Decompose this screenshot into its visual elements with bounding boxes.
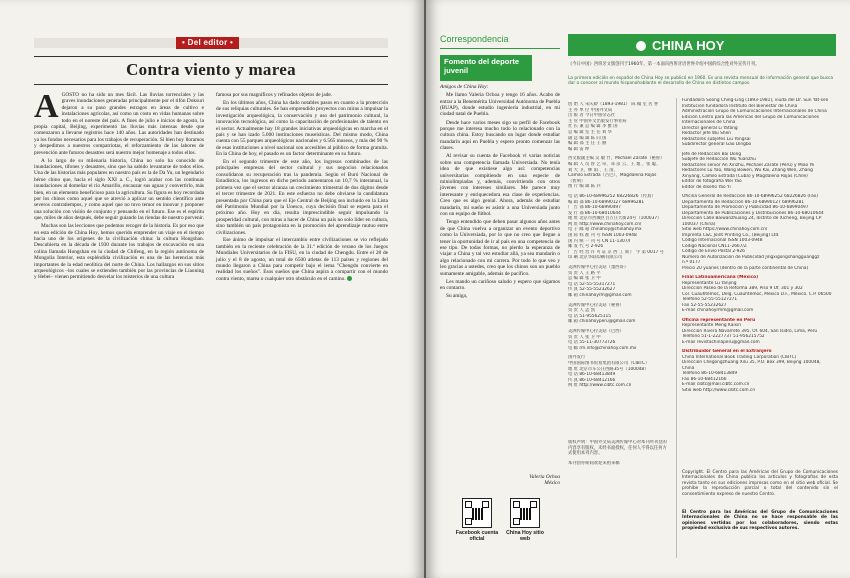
credit-line: 电 子 邮 箱 chinahoy@chinahoy.mx [568, 227, 642, 233]
credit-line: 副 总 编 辑 陈 向 国 [568, 135, 607, 141]
credit-line: 电 话 51-955625115 [568, 313, 611, 319]
credit-line: China International Book Trading Corporation (CIBTC) [682, 354, 797, 360]
credit-line: Teléfono 86-10-68413849 [682, 371, 738, 376]
credit-line: 国外发行 [568, 355, 586, 361]
credit-line: 创 始 人 宋庆龄（1893-1981） 陈 翰 笙 名 誉 [568, 102, 659, 107]
credit-line: 网 址 http://www.cibtc.com.cn [568, 383, 632, 389]
credit-line: Teléfono 52-55-55127271 [682, 297, 738, 302]
masthead-intro-spanish: La primera edición en español de China Hoy se publicó en 1960. Es una revista mensual de información general que busca dar a conocer al mundo hispanohablante el desarrollo de China en distintos campos. [568, 76, 833, 87]
masthead-intro-chinese: 《今日中国》西班牙文版创刊于1960年，第一本面向西班牙语世界介绍中国的综合性对外宣传月刊。 [568, 62, 760, 67]
letter-closing: Su amiga, [446, 293, 468, 300]
credit-line: Imprenta C&C Joint Printing Co., (Beijing) Ltd. [682, 232, 780, 238]
credit-line: n.º 0177 [682, 260, 701, 265]
credit-line: Dirección Rivera Navarrete 395, Of. 604, San Isidro, Lima, Perú [682, 328, 818, 334]
chinese-submission-note: 本刊创办期间欢迎来函来稿 [568, 460, 620, 466]
paragraph: Muchas son las lecciones que podemos recoger de la historia. Es por eso que en esta edición de China Hoy, hemos querido emprender un viaje en el tiempo hacia uno de los orígenes de la civilización china: la cultura Hongshan. Descubierta en la década de 1930 durante los trabajos de excavación en una colina llamada Hongshan en la ciudad de Chifeng, en la región autónoma de Mongolia Interior, esta espléndida civilización es una de las herencias más importantes de la edad neolítica del norte de China. Los hallazgos en sus sitios arqueológicos –los cuales se extienden también por las provincias de Liaoning y Hebei– vienen permitiendo desvelar los misterios de una cultura [34, 223, 204, 281]
paragraph: famosa por sus magníficos y refinados objetos de jade. [216, 92, 333, 98]
credit-line: 地 址 北京市车公庄西路35号（100048） [568, 366, 649, 372]
credit-line: 美洲传媒中心拉美站（墨西哥） [568, 265, 629, 271]
credit-line: 负 责 人 张 卫 中 [568, 334, 601, 340]
credit-line: 负 责 人 孟 凯 [568, 308, 595, 314]
correspondence-page [426, 0, 850, 578]
credit-line: Camilo Estrada（古巴）、Magdalena Rojas [568, 173, 657, 179]
credit-line: 负 责 人 王 路 平 [568, 270, 601, 276]
editorial-column-2 [216, 92, 388, 284]
credit-line: China [682, 365, 695, 371]
signature-place: México [544, 480, 560, 487]
credit-line: E-mail revistachinaperu@gmail.com [682, 339, 760, 345]
paragraph-text: Ese ánimo de impulsar el intercambio entre civilizaciones se vio reflejado también en la reciente celebración de la 31.ª edición de verano de los Juegos Mundiales Universitarios de la FISU, en la ciudad de Chengdu. Entre el 28 de julio y el 8 de agosto, un total de 6500 atletas de 113 países y regiones del mundo llegaron a China para competir bajo el lema "Chengdu convierte en realidad los sueños". Esos sueños que China aspira a compartir con el mundo contra viento, marea o cualquier otro obstáculo en el camino. [216, 237, 388, 282]
credit-line: Administración Grupo de Comunicaciones Internacionales de China [682, 109, 827, 114]
credit-line: Precio 20 yuanes (dentro de la parte continental de China) [682, 265, 809, 271]
credit-line: Internacionales de China [682, 120, 736, 125]
paragraph-text: GOSTO no ha sido un mes fácil. Las lluvias torrenciales y las graves inundaciones generadas principalmente por el tifón Doksuri dejaron a su paso grandes estragos en áreas de cultivo e instalaciones agrícolas, así como un costo en vidas humanas sobre todo en el noreste del país. A fines de julio e inicios de agosto, la propia capital, Beijing, experimentó las lluvias más intensas desde que comenzaron a llevarse registros hace 140 años. Las autoridades han destinado ya los fondos necesarios para los trabajos de recuperación. Si bien hoy lloramos y despedimos a nuestros compatriotas, el reforzamiento de las labores de prevención ante futuros desastres será nuestro mejor homenaje a todos ellos. [34, 92, 204, 156]
credit-line: Código Nacional CN11-2667/Z [682, 243, 747, 249]
section-label: Correspondencia [440, 34, 509, 44]
headline-top-rule [34, 56, 388, 57]
credit-line: Dirección Paseo de la Reforma 389, Piso 9 Of. 301 y 302 [682, 286, 803, 291]
credit-line: Departamento de Promoción y Publicidad 86-10-68990497 [682, 205, 809, 210]
credit-line: 社 长 兼 总 编 辑 李 雅 国 [568, 124, 618, 130]
letter-paragraph: Tengo entendido que deben pasar algunos años antes de que China vuelva a organizar un evento deportivo como la Universiada, por lo que no creo que llegue a tener la oportunidad de ir al país en una competencia de ese tipo. De todas formas, no pierdo la esperanza de viajar a China y tal vez estudiar allá, ya sea mandarín o algo relacionado con mi carrera. Por todo lo que veo y leo gracias a ustedes, creo que los chinos son un pueblo sumamente amigable, además de pacífico. [440, 219, 560, 277]
credit-heading: Filial Latinoamericana (México) [682, 275, 759, 280]
credit-line: 电 话 86-10-68996252 68226826（传真） [568, 193, 656, 199]
letter-signature [440, 474, 560, 487]
credit-line: 编 辑 部 86-10-68990127 68996281 [568, 199, 645, 205]
credit-line: 主 管 中国外文出版发行事业局 [568, 118, 627, 124]
credit-line: 印 刷 北京华联印刷有限公司 [568, 255, 623, 261]
credit-line: 电 话 86-10-68413849 [568, 372, 616, 378]
paragraph [216, 237, 388, 282]
credit-line: Col. Cuauhtémoc, Delg. Cuauhtémoc, México D.F., México. C.P. 06500 [682, 291, 832, 297]
letter-greeting: Amigos de China Hoy: [440, 84, 489, 90]
credit-line: 电 话 52-55-55317271 [568, 281, 616, 287]
credit-line: Fax 86-10-68412166 [682, 376, 727, 382]
letter-paragraph: Al revisar su cuenta de Facebook vi varias noticias sobre una competencia llamada Universiada. No tenía idea de que existiese algo así: competencias universitarias compitiendo en una especie de miniolimpiadas y, además, convirtiendo con otros jóvenes con intereses similares. Me parece muy interesante y enriquecedora esa clase de experiencias. Creo que es algo genial. Ahora, además de estudiar mandarín, mi sueño es asistir a una Universiada junto con un equipo de fútbol. [440, 153, 560, 218]
credit-line: 编 辑 雷 坤 [568, 146, 590, 152]
letter-paragraph: Les mando un cariñoso saludo y espero que sigamos en contacto. [440, 278, 560, 292]
credit-line: 网 址 http://www.chinahoy.com.cn/ [568, 221, 642, 227]
chinese-credits-column [568, 102, 668, 389]
credit-line: Institución fundadora Instituto del Bienestar de China [682, 103, 798, 109]
end-mark-icon [347, 276, 352, 281]
credit-line: 广 告 经 营 许 可 证 京 西 工 商 广 字 第 0017 号 [568, 249, 664, 255]
facebook-qr-caption: Facebook cuenta oficial [455, 530, 499, 542]
credit-line: Director general Li Yafang [682, 125, 738, 131]
letter-paragraph: Desde hace varios meses sigo su perfil de Facebook porque me interesa mucho todo lo relacionado con la cultura china. Estoy buscando un lugar donde estudiar mandarín aquí en Puebla y espero pronto comenzar las clases. [440, 119, 560, 152]
section-rule [440, 48, 560, 49]
credit-line: 电 话 55-11-30773726 [568, 340, 616, 346]
letter-title-box: Fomento del deporte juvenil [440, 55, 532, 81]
credit-line: 电 邮 rm.info@chinahoy.com.mx [568, 345, 637, 351]
credit-line: 编 辑 部 主 任 王 丽 [568, 141, 607, 147]
paragraph: En los últimos años, China ha dado notables pasos en cuanto a la protección de sus reliquias culturales. Se han emprendido proyectos con miras a impulsar la investigación arqueológica, la conservación y uso del patrimonio cultural, la innovación tecnológica, así como la capacitación de profesionales de talento en el sector. Actualmente hay 18 grandes iniciativas arqueológicas en marcha en el país y se han izado 5.000 instituciones museísticas. Del mismo modo, China cuenta con 55 parques arqueológicos nacionales y 6.565 museos, y más del 90 % de esas instituciones a nivel nacional son accesibles al público de forma gratuita. En la China de hoy, el pasado es un factor determinante en su futuro. [216, 99, 388, 158]
signature-name: Valeria Ochoa [529, 474, 560, 480]
credit-line: Subjefe de Redacción Wu Yuanzhu [682, 157, 756, 162]
credit-heading: Oficina representante en Perú [682, 317, 756, 323]
paragraph [34, 88, 204, 156]
credit-line: Departamento de Redacción 86-10-68990127 68996281 [682, 199, 804, 205]
credit-line: Dirección Calle Baiwanzhuang 24, distrito de Xicheng, Beijing CP [682, 216, 822, 221]
credit-line: 邮 箱 chinahoyrm@gmail.com [568, 293, 632, 298]
credit-line: 邮 发 代 号 2-926 [568, 244, 604, 250]
chinese-copyright-note: 版权声明：中国外文局美洲传媒中心对本刊所刊登的内容享有版权，未经书面授权，任何人不得以任何方式使用本刊内容。 [568, 440, 667, 457]
credit-line: Código Internacional ISSN 1003-0948 [682, 238, 763, 243]
paragraph: A lo largo de su milenaria historia, China no solo ha conocido de inundaciones, tifones y desastres, sino que ha sabido levantarse de todos ellos. Una de las historias más populares en nuestro país es la de Da Yu, un legendario héroe chino que, hacia el siglo XXI a. C., logró acabar con las continuas inundaciones al domeñar el río Amarillo, encauzar sus aguas y convertirlo, más bien, en un elemento beneficioso para la agricultura. Su figura es hoy recordada por los chinos como aquel que se atrevió a aplicar un sentido científico ante severos contratiempos, y como aquel que no tuvo temor en innovar y proponer una solución con visión de conjunto y pensando en el futuro. Ese es el espíritu que, miles de años después, debe seguir guiando las riendas de nuestro porvenir. [34, 157, 204, 222]
credit-line: Editor de diseño Yao Yi [682, 184, 731, 190]
credit-line: 刘 大 卫、林 雨 、王 清、 [568, 167, 618, 173]
credit-line: Representante Lu Yanjing [682, 280, 737, 286]
credit-line: Redactores subjefes Liu Yongsai [682, 136, 751, 142]
chinese-credits-footer [568, 440, 668, 466]
credit-line: 发 行 部 86-10-68010644 [568, 210, 621, 216]
credit-line: E-mail cibtc@mail.cibtc.com.cn [682, 382, 750, 387]
credit-line: Redactores senior An Xinzhu, Michael Zárate (Perú) y Miao Ye [682, 162, 815, 168]
credit-line: 中国国际图书贸易集团有限公司（CIBTC） [568, 360, 650, 366]
china-hoy-logo-icon [636, 41, 646, 51]
letter-paragraph: Me llamo Valeria Ochoa y tengo 16 años. Acabo de entrar a la Benemérita Universidad Autónoma de Puebla (BUAP), donde estudio ingeniería industrial, en mi ciudad natal de Puebla. [440, 92, 560, 118]
credit-line: Oficina General de Redacción 86-10-68996252 68226826 (Fax) [682, 194, 818, 199]
credit-line: Fundadora Soong Ching-Ling (1893-1981), viuda del Dr. Sun Yat-sen [682, 98, 829, 103]
credit-line: Teléfono 51-1-2227737 51-956215752 [682, 334, 765, 339]
credit-line: Representante Meng Kaixin [682, 323, 742, 328]
credit-line: 传 真 52-55-55232627 [568, 287, 616, 293]
headline-bottom-rule [34, 84, 388, 85]
credit-heading: Distribuidor General en el Extranjero [682, 349, 772, 354]
drop-cap: A [34, 88, 59, 125]
website-qr-caption: China Hoy sitio web [506, 530, 544, 542]
facebook-qr-code[interactable] [462, 498, 492, 528]
credit-line: 图 片 编 辑 陈 兵 [568, 184, 601, 190]
credit-line: Redactores Lu Yao, Wang Bowen, Wu Kai, Zhang Wen, Zhang [682, 168, 813, 173]
credit-line: Editor de fotografía Wei Yao [682, 179, 742, 184]
credit-line: Subdirector general Gao Dingbo [682, 142, 752, 147]
paragraph: En el segundo trimestre de este año, los ingresos combinados de las principales empresas del sector cultural y sus negocios relacionados consolidaron su recuperación tras la pandemia. Según el Buró Nacional de Estadística, los ingresos en dicho periodo aumentaron un 10,7 % interanual, la primera vez que el sector alcanza un crecimiento trimestral de dos dígitos desde el tercer trimestre de 2021. En este esfuerzo no debe obviarse la candidatura presentada por China para que el Eje Central de Beijing sea incluido en la Lista del Patrimonio Mundial por la Unesco, cuya decisión final se espera para el próximo año. Hoy en día, resulta imprescindible seguir impulsando la prosperidad cultural, con miras a hacer de China un país no solo líder en cultura, sino también un país protagonista en la promoción del aprendizaje mutuo entre civilizaciones. [216, 159, 388, 236]
credit-line: Sitio web https://www.chinahoy.com.cn/ [682, 227, 768, 232]
credit-line: 总 编 辑 室 主 任 刘 华 [568, 129, 612, 135]
editorial-page [0, 0, 424, 578]
website-qr-code[interactable] [510, 498, 540, 528]
spanish-credits-column [682, 98, 838, 393]
credit-line: 西文版副主编 吴 敏 竹，Michael Zárate（秘鲁） [568, 156, 665, 162]
credit-line: 100037 (China) [682, 221, 716, 227]
credit-line: Número de Autorización de Publicidad Jingxigongshangguanggz [682, 254, 820, 260]
credit-line: 地 址 北京市西城区百万庄大街24号（100037） [568, 216, 662, 222]
page-title: Contra viento y marea [126, 60, 296, 79]
credit-line: 编 辑 人 员 曾 艺 卓、邓 彦 云、王 逸 、张 聪、 [568, 161, 661, 167]
credit-line: 广 告 部 86-10-68990497 [568, 205, 621, 211]
credit-line: Código de Envío Postal 2-926 [682, 249, 745, 254]
reader-letter [440, 84, 560, 302]
credit-line: 主 办 单 位 中国外文局 [568, 107, 613, 113]
credit-line: Departamento de Publicaciones y Distribuciones 86-10-68010644 [682, 210, 824, 216]
credit-line: Edición Centro para las Américas del Grupo de Comunicaciones [682, 114, 819, 120]
credit-line: （智利） [568, 178, 586, 184]
credit-line: Dirección Chegongzhuang Xilu 35, P.O. Box 399, Beijing 100048, [682, 360, 821, 365]
disclaimer-notice: El Centro para las Américas del Grupo de Comunicaciones Internacionales de China no se hace responsable de las opiniones vertidas por los colaboradores, siendo estas propiedad exclusiva de sus respectivos autores. [682, 510, 838, 532]
credit-line: Fax 52-55-55232627 [682, 302, 727, 308]
masthead-title: CHINA HOY [652, 38, 725, 53]
copyright-notice: Copyright. El Centro para las Américas del Grupo de Comunicaciones Internacionales de China publica los artículos y fotografías de esta revista tanto en sus ediciones impresas como en el sitio web oficial. Se prohíbe la reproducción parcial o total del contenido sin el consentimiento expreso de nuestro Centro. [682, 470, 838, 497]
credit-line: 美洲传媒中心拉美站（秘鲁） [568, 302, 624, 308]
credit-line: 出 版 者 今日中国杂志社 [568, 113, 616, 119]
credit-line: 总 编 辑 张 卫 中 [568, 276, 601, 282]
credit-line: 国 际 标 准 刊 号 ISSN 1003-0948 [568, 233, 637, 239]
credit-line: Sitio web http://www.cibtc.com.cn [682, 387, 756, 393]
credit-line: 邮 箱 chinahoyperu@gmail.com [568, 319, 636, 325]
section-kicker: • Del editor • [176, 37, 239, 49]
credit-line: 传 真 86-10-68412166 [568, 377, 616, 383]
credit-line: Jefe de Redacción Bai Dong [682, 151, 742, 157]
credit-line: Xinyang, Camilo Estrada (Cuba) y Magdalena Rojas (Chile) [682, 173, 808, 179]
credit-line: E-mail chinahoyrmm@gmail.com [682, 308, 754, 313]
credit-line: 国 内 统 一 刊 号 CN 11-1307/I [568, 238, 631, 244]
credit-line: 美洲传媒中心拉美站（巴西） [568, 328, 624, 334]
credit-line: Redactor jefe Wu Shen [682, 131, 731, 136]
editorial-column-1 [34, 88, 204, 282]
column-divider [676, 98, 677, 558]
